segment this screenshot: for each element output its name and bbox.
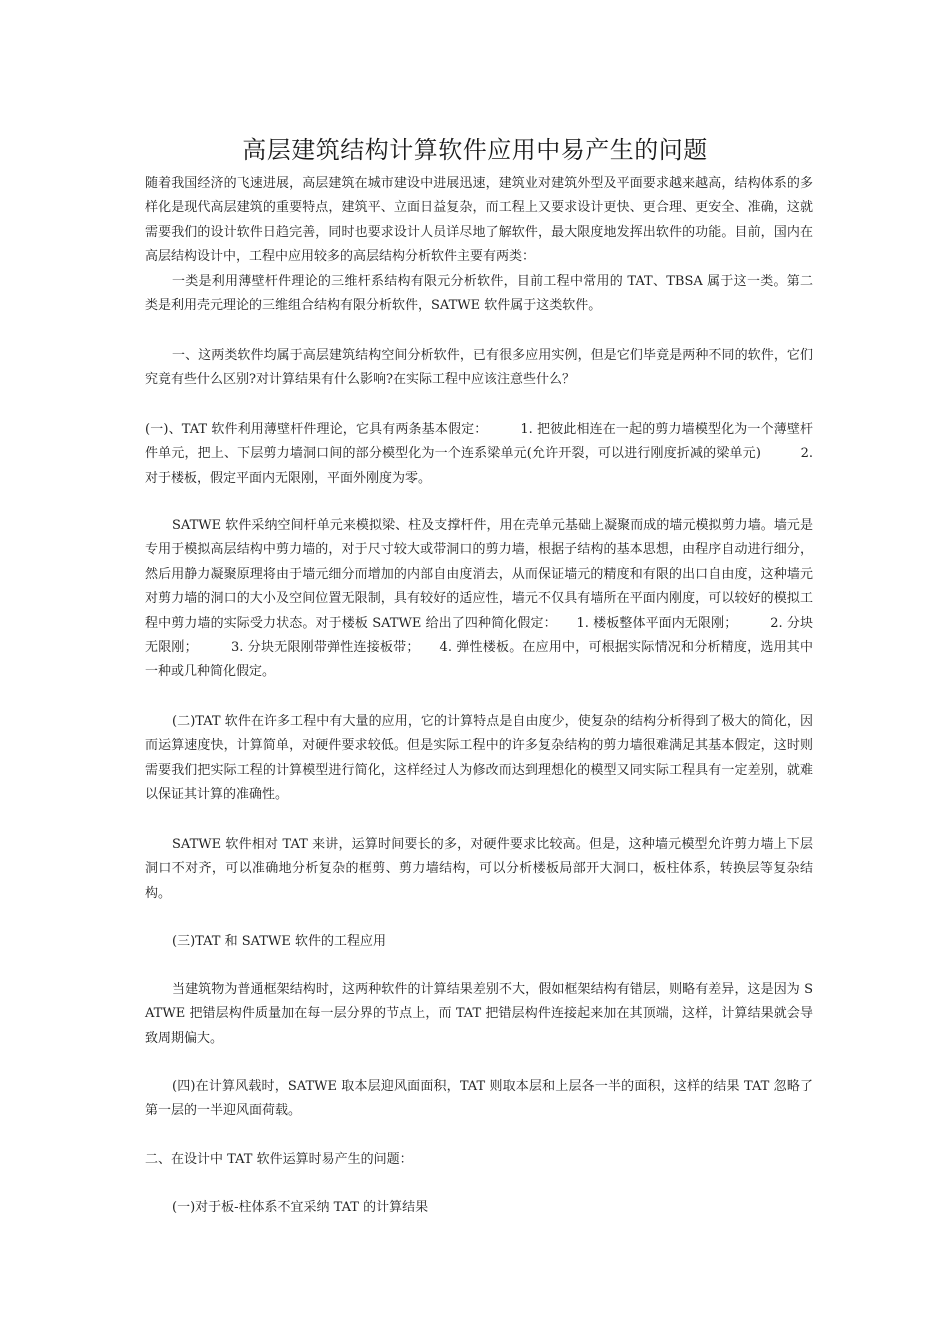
paragraph-software-types: 一类是利用薄壁杆件理论的三维杆系结构有限元分析软件，目前工程中常用的 TAT、TBSA 属于这一类。第二类是利用壳元理论的三维组合结构有限分析软件，SATWE 软件属于这类软件。 <box>145 274 813 314</box>
paragraph-slab-column: (一)对于板-柱体系不宜采纳 TAT 的计算结果 <box>172 1200 429 1215</box>
paragraph-tat-applications: (二)TAT 软件在许多工程中有大量的应用，它的计算特点是自由度少，使复杂的结构分析得到了极大的简化，因而运算速度快，计算简单，对硬件要求较低。但是实际工程中的许多复杂结构的剪力墙很难满足其基本假定，这时则需要我们把实际工程的计算模型进行简化，这样经过人为修改而达到理想化的模型又同实际工程具有一定差别，就难以保证其计算的准确性。 <box>145 714 813 803</box>
paragraph-tat-assumptions: (一)、TAT 软件利用薄壁杆件理论，它具有两条基本假定： 1. 把彼此相连在一起的剪力墙模型化为一个薄壁杆件单元，把上、下层剪力墙洞口间的部分模型化为一个连系梁单元(允许开裂，可以进行刚度折减的梁单元) 2. 对于楼板，假定平面内无限刚，平面外刚度为零。 <box>145 422 813 486</box>
document-title: 高层建筑结构计算软件应用中易产生的问题 <box>242 136 708 164</box>
paragraph-intro: 随着我国经济的飞速进展，高层建筑在城市建设中进展迅速，建筑业对建筑外型及平面要求越来越高，结构体系的多样化是现代高层建筑的重要特点，建筑平、立面日益复杂，而工程上又要求设计更快、更合理、更安全、准确，这就需要我们的设计软件日趋完善，同时也要求设计人员详尽地了解软件，最大限度地发挥出软件的功能。目前，国内在高层结构设计中，工程中应用较多的高层结构分析软件主要有两类： <box>145 176 813 265</box>
paragraph-frame-structures: 当建筑物为普通框架结构时，这两种软件的计算结果差别不大，假如框架结构有错层，则略有差异，这是因为 SATWE 把错层构件质量加在每一层分界的节点上，而 TAT 把错层构件连接起来加在其顶端，这样，计算结果就会导致周期偏大。 <box>145 982 813 1046</box>
paragraph-section-one: 一、这两类软件均属于高层建筑结构空间分析软件，已有很多应用实例，但是它们毕竟是两种不同的软件，它们究竟有些什么区别?对计算结果有什么影响?在实际工程中应该注意些什么？ <box>145 348 813 388</box>
paragraph-section-two: 二、在设计中 TAT 软件运算时易产生的问题： <box>145 1152 413 1167</box>
paragraph-satwe-elements: SATWE 软件采纳空间杆单元来模拟梁、柱及支撑杆件，用在壳单元基础上凝聚而成的墙元模拟剪力墙。墙元是专用于模拟高层结构中剪力墙的，对于尺寸较大或带洞口的剪力墙，根据子结构的基本思想，由程序自动进行细分，然后用静力凝聚原理将由于墙元细分而增加的内部自由度消去，从而保证墙元的精度和有限的出口自由度，这种墙元对剪力墙的洞口的大小及空间位置无限制，具有较好的适应性，墙元不仅具有墙所在平面内刚度，可以较好的模拟工程中剪力墙的实际受力状态。对于楼板 SATWE 给出了四种简化假定： 1. 楼板整体平面内无限刚； 2. 分块无限刚； 3. 分块无限刚带弹性连接板带； 4. 弹性楼板。在应用中，可根据实际情况和分析精度，选用其中一种或几种简化假定。 <box>145 518 813 680</box>
paragraph-heading-engineering-use: (三)TAT 和 SATWE 软件的工程应用 <box>172 934 386 949</box>
paragraph-wind-load: (四)在计算风载时，SATWE 取本层迎风面面积，TAT 则取本层和上层各一半的面积，这样的结果 TAT 忽略了第一层的一半迎风面荷载。 <box>145 1079 813 1119</box>
paragraph-satwe-comparison: SATWE 软件相对 TAT 来讲，运算时间要长的多，对硬件要求比较高。但是，这种墙元模型允许剪力墙上下层洞口不对齐，可以准确地分析复杂的框剪、剪力墙结构，可以分析楼板局部开大洞口，板柱体系，转换层等复杂结构。 <box>145 837 813 901</box>
